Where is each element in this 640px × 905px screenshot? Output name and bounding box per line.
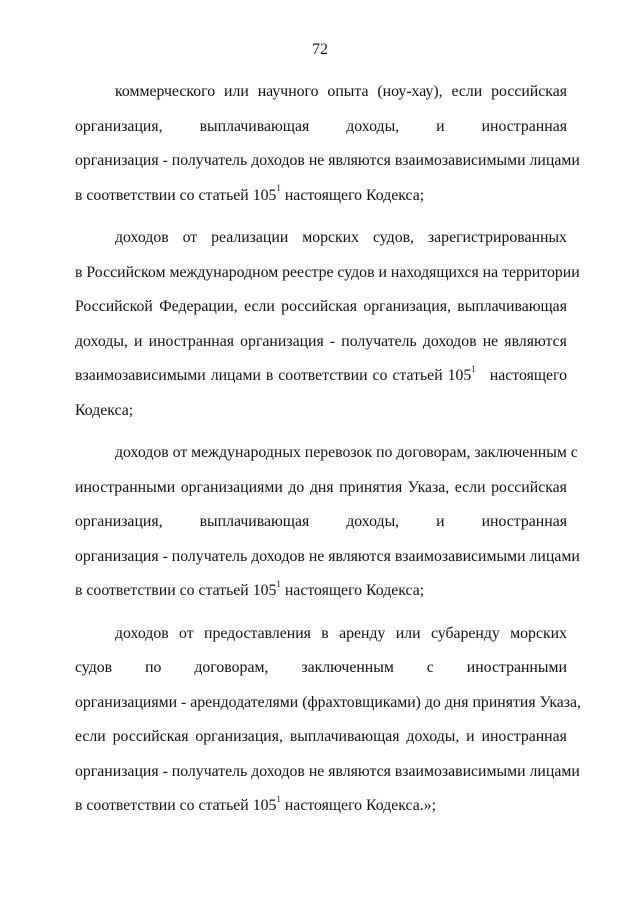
word: договорам, xyxy=(194,659,269,676)
word: доходы, xyxy=(346,117,400,135)
word: опыта xyxy=(327,83,369,100)
word: если xyxy=(451,83,483,100)
word: судов xyxy=(75,659,113,676)
word: организация, xyxy=(195,728,283,745)
word: организация, xyxy=(75,117,163,135)
word: аренду xyxy=(339,624,386,642)
word: (ноу-хау), xyxy=(377,83,443,100)
word: морских xyxy=(510,624,567,642)
text-line xyxy=(75,75,567,110)
word: иностранная xyxy=(481,117,567,135)
text-line: доходов от международных перевозок по договорам, заключенным с xyxy=(115,444,578,461)
word: Указа, xyxy=(407,478,450,496)
text-run: настоящего Кодекса; xyxy=(280,582,425,599)
word: если xyxy=(75,728,106,745)
word: субаренду xyxy=(430,624,500,642)
word: и xyxy=(436,513,445,530)
word: и xyxy=(134,332,143,350)
text-line: организация - получатель доходов не являются взаимозависимыми лицами xyxy=(75,762,580,780)
word: предоставления xyxy=(204,624,311,642)
text-line: организация - получатель доходов не являются взаимозависимыми лицами xyxy=(75,547,580,565)
word: иностранная xyxy=(481,728,567,745)
text-line xyxy=(75,110,567,145)
word: морских xyxy=(302,229,360,246)
word: в xyxy=(321,624,329,642)
word: выплачивающая xyxy=(199,513,310,530)
word: до xyxy=(288,478,305,496)
text-line xyxy=(75,574,567,609)
word: Российской xyxy=(75,298,153,315)
word: если xyxy=(244,298,275,315)
text-run: в соответствии со статьей 105 xyxy=(75,582,277,599)
word: доходы, xyxy=(346,513,400,530)
word: со xyxy=(372,367,388,384)
superscript: 1 xyxy=(276,183,281,194)
word: заключенным xyxy=(301,659,394,676)
text-line xyxy=(75,720,567,755)
text-line xyxy=(75,325,567,360)
text-run: в соответствии со статьей 105 xyxy=(75,797,277,814)
word: иностранными xyxy=(466,659,567,676)
word: реализации xyxy=(211,229,289,246)
word: $105^1$ xyxy=(447,363,476,384)
text-run xyxy=(75,359,476,394)
word: настоящего xyxy=(489,367,567,384)
text-line xyxy=(75,471,567,506)
paragraph-gap xyxy=(75,428,567,436)
word: Федерации, xyxy=(159,298,238,315)
word: организациями xyxy=(180,478,283,496)
word: коммерческого xyxy=(115,83,216,100)
word: организация, xyxy=(363,298,451,315)
text-line xyxy=(75,359,567,394)
word: получатель xyxy=(341,332,417,350)
superscript: 1 xyxy=(276,793,281,804)
paragraph xyxy=(75,221,580,428)
word: доходов xyxy=(115,229,169,246)
word: доходы, xyxy=(75,332,128,350)
word: от xyxy=(179,624,194,642)
word: или xyxy=(395,624,421,642)
word: в xyxy=(265,367,274,384)
text-run: настоящего Кодекса; xyxy=(280,186,425,204)
word: доходов xyxy=(115,624,169,642)
word: и xyxy=(436,117,445,135)
text-line: организация - получатель доходов не являются взаимозависимыми лицами xyxy=(75,152,580,169)
text-run: настоящего Кодекса.»; xyxy=(280,797,436,814)
word: выплачивающая xyxy=(199,117,310,135)
paragraph-gap xyxy=(75,609,567,617)
paragraph xyxy=(75,75,580,213)
word: российская xyxy=(491,83,567,100)
text-line xyxy=(75,789,567,824)
word: судов, xyxy=(372,229,415,246)
word: иностранная xyxy=(481,513,567,530)
text-line: организациями - арендодателями (фрахтовщиками) до дня принятия Указа, xyxy=(75,693,582,711)
text-line xyxy=(75,221,567,256)
text-line: Кодекса; xyxy=(75,401,134,419)
paragraph-gap xyxy=(75,213,567,221)
word: статьей xyxy=(392,367,443,384)
word: или xyxy=(224,83,249,100)
text-line xyxy=(75,505,567,540)
word: дня xyxy=(309,478,334,496)
word: выплачивающая xyxy=(457,298,567,315)
word: зарегистрированных xyxy=(427,229,567,246)
page-number: 72 xyxy=(312,41,328,58)
word: российская xyxy=(112,728,189,745)
word: иностранная xyxy=(148,332,235,350)
text-line xyxy=(75,617,567,652)
text-line xyxy=(75,290,567,325)
word: взаимозависимыми xyxy=(75,367,206,384)
word: научного xyxy=(257,83,319,100)
text-line xyxy=(75,651,567,686)
word: российская xyxy=(491,478,567,496)
word: доходы, xyxy=(406,728,460,745)
word: доходов xyxy=(422,332,477,350)
superscript: 1 xyxy=(471,363,476,374)
word: не xyxy=(482,332,499,350)
word: принятия xyxy=(339,478,403,496)
word: по xyxy=(145,659,162,676)
word: являются xyxy=(504,332,567,350)
word: если xyxy=(454,478,486,496)
word: с xyxy=(426,659,434,676)
word: и xyxy=(466,728,475,745)
text-run: в соответствии со статьей 105 xyxy=(75,186,277,204)
word: от xyxy=(182,229,198,246)
word: - xyxy=(329,332,336,350)
word: организация, xyxy=(75,513,163,530)
paragraph xyxy=(75,436,580,609)
word: лицами xyxy=(210,367,261,384)
superscript: 1 xyxy=(276,578,281,589)
word: организация xyxy=(240,332,324,350)
word: российская xyxy=(281,298,358,315)
text-line: в Российском международном реестре судов и находящихся на территории xyxy=(75,263,580,281)
text-line xyxy=(75,179,567,214)
word: иностранными xyxy=(75,478,176,496)
paragraph xyxy=(75,617,582,824)
word: соответствии xyxy=(278,367,368,384)
word: выплачивающая xyxy=(289,728,400,745)
document-body xyxy=(75,75,582,824)
